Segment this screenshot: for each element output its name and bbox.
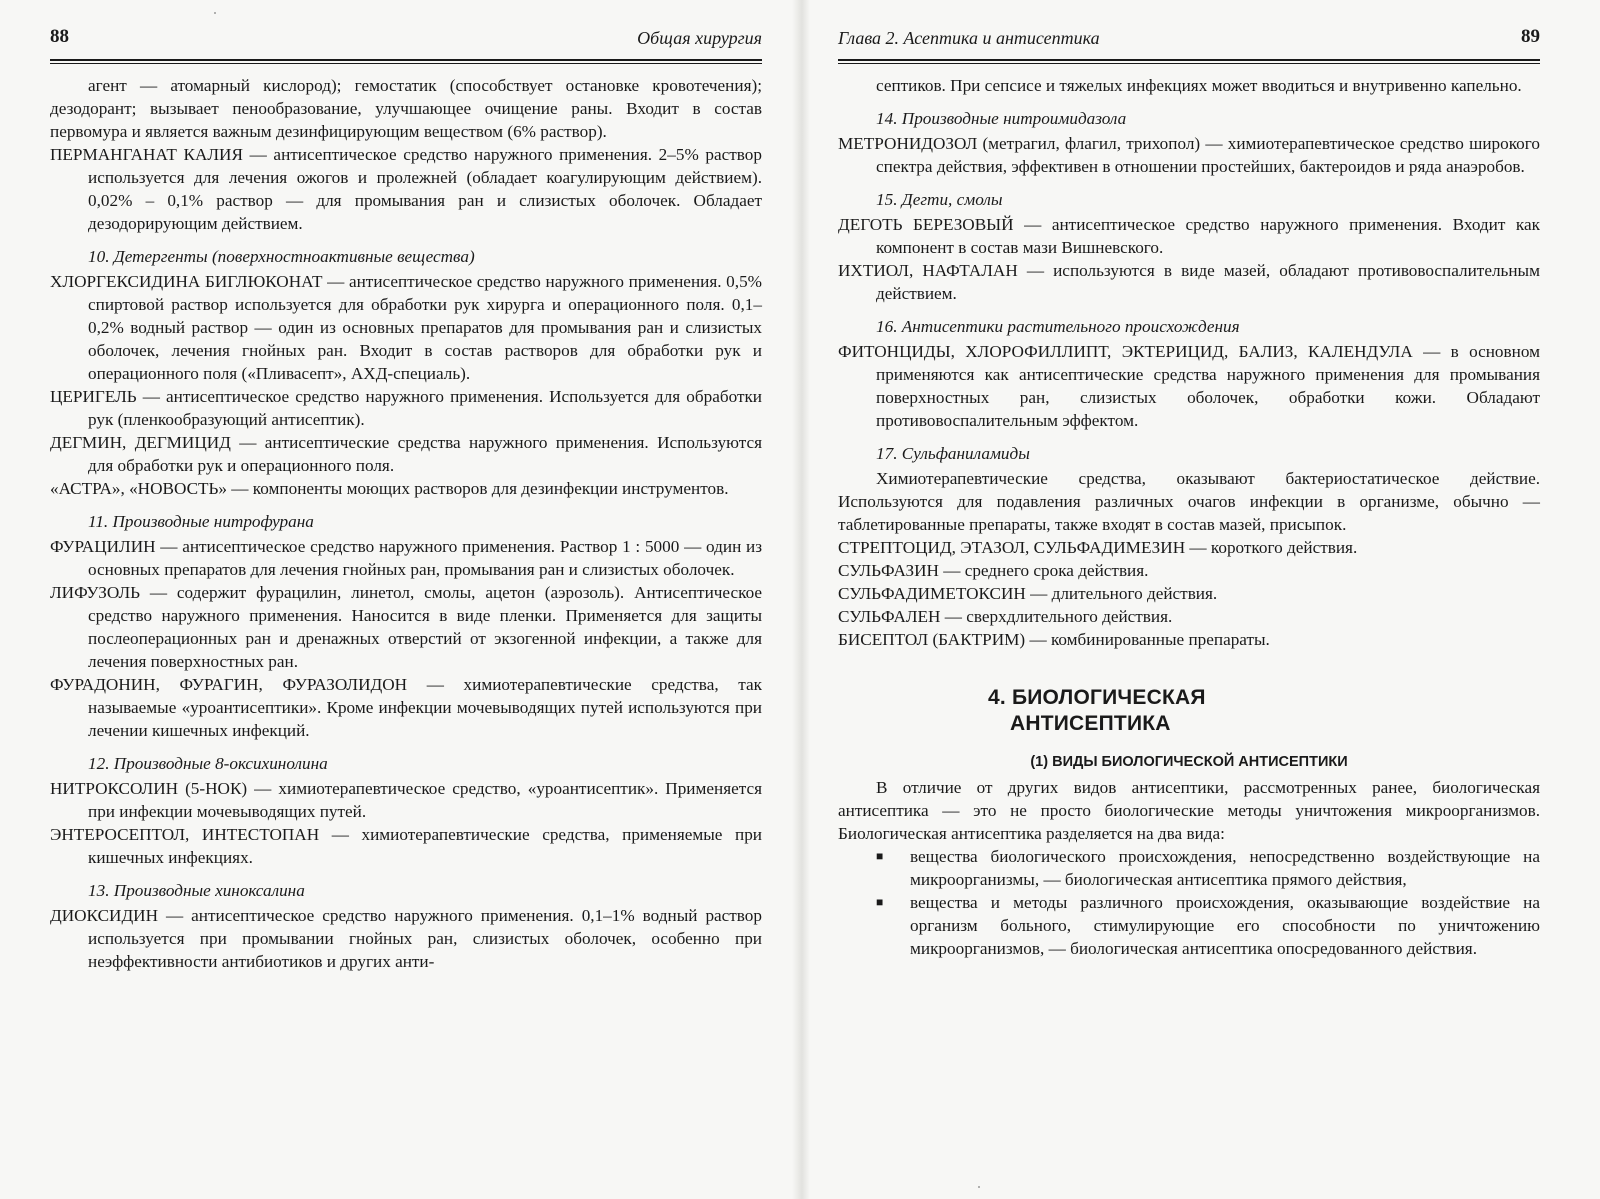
drug-line: СУЛЬФАЗИН — среднего срока действия. <box>838 561 1149 580</box>
drug-entry: ЦЕРИГЕЛЬ — антисептическое средство наружного применения. Используется для обработки рук (пленкообразующий антисептик). <box>50 387 762 429</box>
drug-entry: МЕТРОНИДОЗОЛ (метрагил, флагил, трихопол) — химиотерапевтическое средство широкого спектра действия, эффективен в отношении простейших, бактероидов и ряда анаэробов. <box>838 134 1540 176</box>
left-running-head <box>50 26 762 54</box>
drug-entry: ЭНТЕРОСЕПТОЛ, ИНТЕСТОПАН — химиотерапевтические средства, применяемые при кишечных инфекциях. <box>50 825 762 867</box>
section-heading: 15. Дегти, смолы <box>876 190 1003 209</box>
section-heading: 11. Производные нитрофурана <box>88 512 314 531</box>
section-heading: 12. Производные 8-оксихинолина <box>88 754 328 773</box>
bullet-list <box>838 845 1540 960</box>
page-number: 88 <box>50 26 69 47</box>
page-number: 89 <box>1521 26 1540 47</box>
list-item <box>838 891 1540 960</box>
list-item-text: вещества и методы различного происхождения, оказывающие воздействие на организм больного, стимулирующие его способности по уничтожению микроорганизмов, — биологическая антисептика опосредованного действия. <box>910 893 1540 958</box>
book-gutter <box>792 0 810 1199</box>
drug-entry: НИТРОКСОЛИН (5-НОК) — химиотерапевтическое средство, «уроантисептик». Применяется при инфекции мочевыводящих путей. <box>50 779 762 821</box>
section-heading: 10. Детергенты (поверхностноактивные вещества) <box>88 247 475 266</box>
drug-line: СТРЕПТОЦИД, ЭТАЗОЛ, СУЛЬФАДИМЕЗИН — короткого действия. <box>838 538 1358 557</box>
drug-entry: ФУРАЦИЛИН — антисептическое средство наружного применения. Раствор 1 : 5000 — один из основных препаратов для лечения гнойных ран, промывания ран и слизистых оболочек. <box>50 537 762 579</box>
continued-paragraph: агент — атомарный кислород); гемостатик (способствует остановке кровотечения); дезодорант; вызывает пенообразование, улучшающее очищение раны. Входит в состав первомура и является важным дезинфицирующим веществом (6% раствор). <box>50 76 762 141</box>
header-rule <box>50 59 762 64</box>
section-heading: 14. Производные нитроимидазола <box>876 109 1127 128</box>
bullet-square-icon: ■ <box>876 895 884 909</box>
right-running-head <box>838 26 1540 54</box>
section-heading: 16. Антисептики растительного происхождения <box>876 317 1240 336</box>
drug-entry: ФУРАДОНИН, ФУРАГИН, ФУРАЗОЛИДОН — химиотерапевтические средства, так называемые «уроантисептики». Кроме инфекции мочевыводящих путей используются при лечении кишечных инфекций. <box>50 675 762 740</box>
drug-entry: «АСТРА», «НОВОСТЬ» — компоненты моющих растворов для дезинфекции инструментов. <box>50 479 729 498</box>
running-title: Глава 2. Асептика и антисептика <box>838 28 1100 48</box>
chapter-heading <box>988 685 1540 737</box>
intro-paragraph: В отличие от других видов антисептики, рассмотренных ранее, биологическая антисептика — это не просто биологические методы уничтожения микроорганизмов. Биологическая антисептика разделяется на два вида: <box>838 778 1540 843</box>
list-item-text: вещества биологического происхождения, непосредственно воздействующие на микроорганизмы, — биологическая антисептика прямого действия, <box>910 847 1540 889</box>
drug-entry: ПЕРМАНГАНАТ КАЛИЯ — антисептическое средство наружного применения. 2–5% раствор используется для лечения ожогов и пролежней (обладает коагулирующим действием). 0,02% – 0,1% раствор — для промывания ран и слизистых оболочек. Обладает дезодорирующим действием. <box>50 145 762 233</box>
drug-entry: ХЛОРГЕКСИДИНА БИГЛЮКОНАТ — антисептическое средство наружного применения. 0,5% спиртовой раствор используется для обработки рук хирурга и операционного поля. 0,1–0,2% водный раствор — один из основных препаратов для промывания ран и слизистых оболочек, лечения гнойных ран. Входит в состав растворов для обработки рук и операционного поля («Пливасепт», АХД-специаль). <box>50 272 762 383</box>
drug-entry: ДИОКСИДИН — антисептическое средство наружного применения. 0,1–1% водный раствор используется при промывании гнойных ран, слизистых оболочек, особенно при неэффективности антибиотиков и других анти- <box>50 906 762 971</box>
drug-line: СУЛЬФАДИМЕТОКСИН — длительного действия. <box>838 584 1218 603</box>
subheading: (1) ВИДЫ БИОЛОГИЧЕСКОЙ АНТИСЕПТИКИ <box>1030 754 1348 770</box>
drug-line: СУЛЬФАЛЕН — сверхдлительного действия. <box>838 607 1173 626</box>
right-entries <box>838 74 1540 651</box>
drug-entry: ДЕГОТЬ БЕРЕЗОВЫЙ — антисептическое средство наружного применения. Входит как компонент в состав мази Вишневского. <box>838 215 1540 257</box>
right-page <box>838 0 1540 1199</box>
left-page-body <box>50 74 762 973</box>
left-page <box>50 0 762 1199</box>
chapter-heading-line2: АНТИСЕПТИКА <box>1010 712 1171 735</box>
right-page-body <box>838 74 1540 960</box>
header-rule <box>838 59 1540 64</box>
drug-entry: ФИТОНЦИДЫ, ХЛОРОФИЛЛИПТ, ЭКТЕРИЦИД, БАЛИЗ, КАЛЕНДУЛА — в основном применяются как антисептические средства наружного применения для промывания поверхностных ран, слизистых оболочек, обработки кожи. Обладают противовоспалительным эффектом. <box>838 342 1540 430</box>
drug-entry: ДЕГМИН, ДЕГМИЦИД — антисептические средства наружного применения. Используются для обработки рук и операционного поля. <box>50 433 762 475</box>
scan-speck <box>214 12 216 14</box>
drug-line: БИСЕПТОЛ (БАКТРИМ) — комбинированные препараты. <box>838 630 1270 649</box>
drug-entry: ЛИФУЗОЛЬ — содержит фурацилин, линетол, смолы, ацетон (аэрозоль). Антисептическое средство наружного применения. Наносится в виде пленки. Применяется для защиты послеоперационных ран и дренажных отверстий от экзогенной инфекции, а также для лечения поверхностных ран. <box>50 583 762 671</box>
continued-paragraph: септиков. При сепсисе и тяжелых инфекциях может вводиться и внутривенно капельно. <box>876 76 1522 95</box>
bullet-square-icon: ■ <box>876 849 884 863</box>
section-heading: 17. Сульфаниламиды <box>876 444 1030 463</box>
paragraph: Химиотерапевтические средства, оказывают бактериостатическое действие. Используются для подавления различных очагов инфекции в организме, обычно — таблетированные препараты, также входят в состав мазей, присыпок. <box>838 469 1540 534</box>
list-item <box>838 845 1540 891</box>
section-heading: 13. Производные хиноксалина <box>88 881 305 900</box>
running-title: Общая хирургия <box>637 28 762 48</box>
chapter-heading-line1: 4. БИОЛОГИЧЕСКАЯ <box>988 686 1206 709</box>
drug-entry: ИХТИОЛ, НАФТАЛАН — используются в виде мазей, обладают противовоспалительным действием. <box>838 261 1540 303</box>
scan-speck <box>978 1186 980 1188</box>
